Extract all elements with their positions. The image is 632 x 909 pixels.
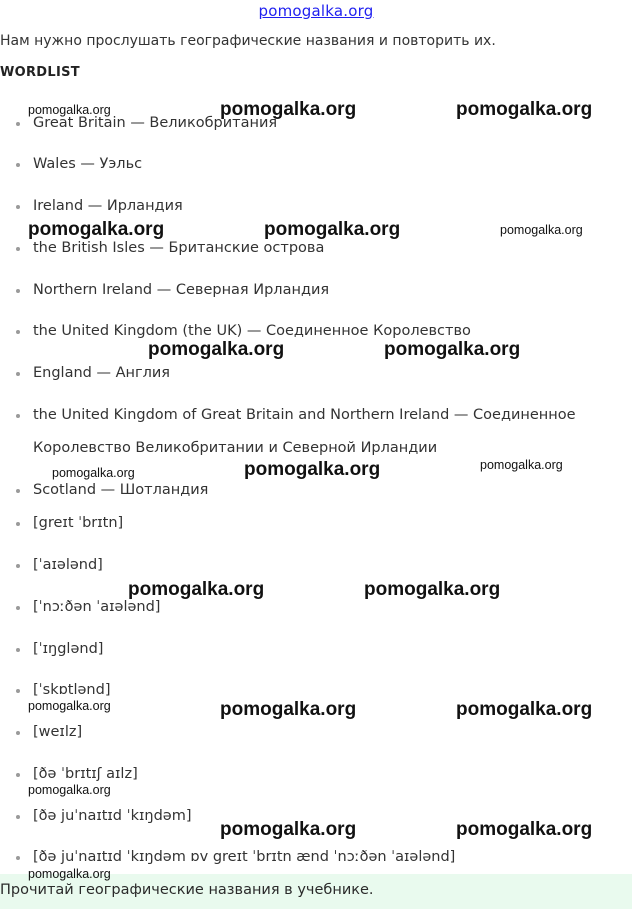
- list-item: Northern Ireland — Северная Ирландия: [33, 274, 329, 307]
- list-item: [ˈaɪələnd]: [33, 549, 103, 582]
- watermark: pomogalka.org: [500, 223, 583, 237]
- list-item: Scotland — Шотландия: [33, 474, 208, 507]
- watermark: pomogalka.org: [28, 103, 111, 117]
- footer-text: Прочитай географические названия в учебнике.: [0, 882, 374, 898]
- watermark: pomogalka.org: [148, 339, 285, 360]
- bullet-icon: [16, 122, 20, 126]
- site-header-link[interactable]: pomogalka.org: [258, 2, 374, 20]
- bullet-icon: [16, 648, 20, 652]
- bullet-icon: [16, 815, 20, 819]
- watermark: pomogalka.org: [456, 99, 593, 120]
- watermark: pomogalka.org: [364, 579, 501, 600]
- bullet-icon: [16, 564, 20, 568]
- list-item: [ðə juˈnaɪtɪd ˈkɪŋdəm ɒv greɪt ˈbrɪtn ænd ˈnɔːðən ˈaɪələnd]: [33, 841, 455, 874]
- list-item: [weɪlz]: [33, 716, 82, 749]
- list-item: [ˈɪŋglənd]: [33, 633, 103, 666]
- bullet-icon: [16, 689, 20, 693]
- list-item: Wales — Уэльс: [33, 148, 142, 181]
- bullet-icon: [16, 606, 20, 610]
- watermark: pomogalka.org: [28, 219, 165, 240]
- watermark: pomogalka.org: [28, 783, 111, 797]
- list-item: the British Isles — Британские острова: [33, 232, 324, 265]
- bullet-icon: [16, 731, 20, 735]
- watermark: pomogalka.org: [220, 699, 357, 720]
- bullet-icon: [16, 247, 20, 251]
- bullet-icon: [16, 205, 20, 209]
- watermark: pomogalka.org: [456, 819, 593, 840]
- bullet-icon: [16, 856, 20, 860]
- bullet-icon: [16, 163, 20, 167]
- list-item: the United Kingdom of Great Britain and Northern Ireland — Соединенное Королевство Великобритании и Северной Ирландии: [33, 399, 613, 465]
- bullet-icon: [16, 330, 20, 334]
- bullet-icon: [16, 773, 20, 777]
- list-item: [ˈskɒtlənd]: [33, 674, 110, 707]
- watermark: pomogalka.org: [456, 699, 593, 720]
- watermark: pomogalka.org: [28, 699, 111, 713]
- instruction-text: Нам нужно прослушать географические названия и повторить их.: [0, 33, 496, 49]
- watermark: pomogalka.org: [480, 458, 563, 472]
- list-item: Ireland — Ирландия: [33, 190, 183, 223]
- watermark: pomogalka.org: [220, 819, 357, 840]
- list-item: Great Britain — Великобритания: [33, 107, 277, 140]
- bullet-icon: [16, 372, 20, 376]
- list-item: the United Kingdom (the UK) — Соединенное Королевство: [33, 315, 471, 348]
- watermark: pomogalka.org: [384, 339, 521, 360]
- watermark: pomogalka.org: [52, 466, 135, 480]
- list-item: [greɪt ˈbrɪtn]: [33, 507, 123, 540]
- list-item: [ðə ˈbrɪtɪʃ aɪlz]: [33, 758, 138, 791]
- watermark: pomogalka.org: [128, 579, 265, 600]
- watermark: pomogalka.org: [244, 459, 381, 480]
- list-item: England — Англия: [33, 357, 170, 390]
- watermark: pomogalka.org: [264, 219, 401, 240]
- list-item: [ðə juˈnaɪtɪd ˈkɪŋdəm]: [33, 800, 191, 833]
- bullet-icon: [16, 522, 20, 526]
- wordlist-title: WORDLIST: [0, 65, 80, 80]
- bullet-icon: [16, 414, 20, 418]
- list-item: [ˈnɔːðən ˈaɪələnd]: [33, 591, 160, 624]
- watermark: pomogalka.org: [220, 99, 357, 120]
- bullet-icon: [16, 289, 20, 293]
- watermark: pomogalka.org: [28, 867, 111, 881]
- bullet-icon: [16, 489, 20, 493]
- footer-note: [0, 874, 632, 909]
